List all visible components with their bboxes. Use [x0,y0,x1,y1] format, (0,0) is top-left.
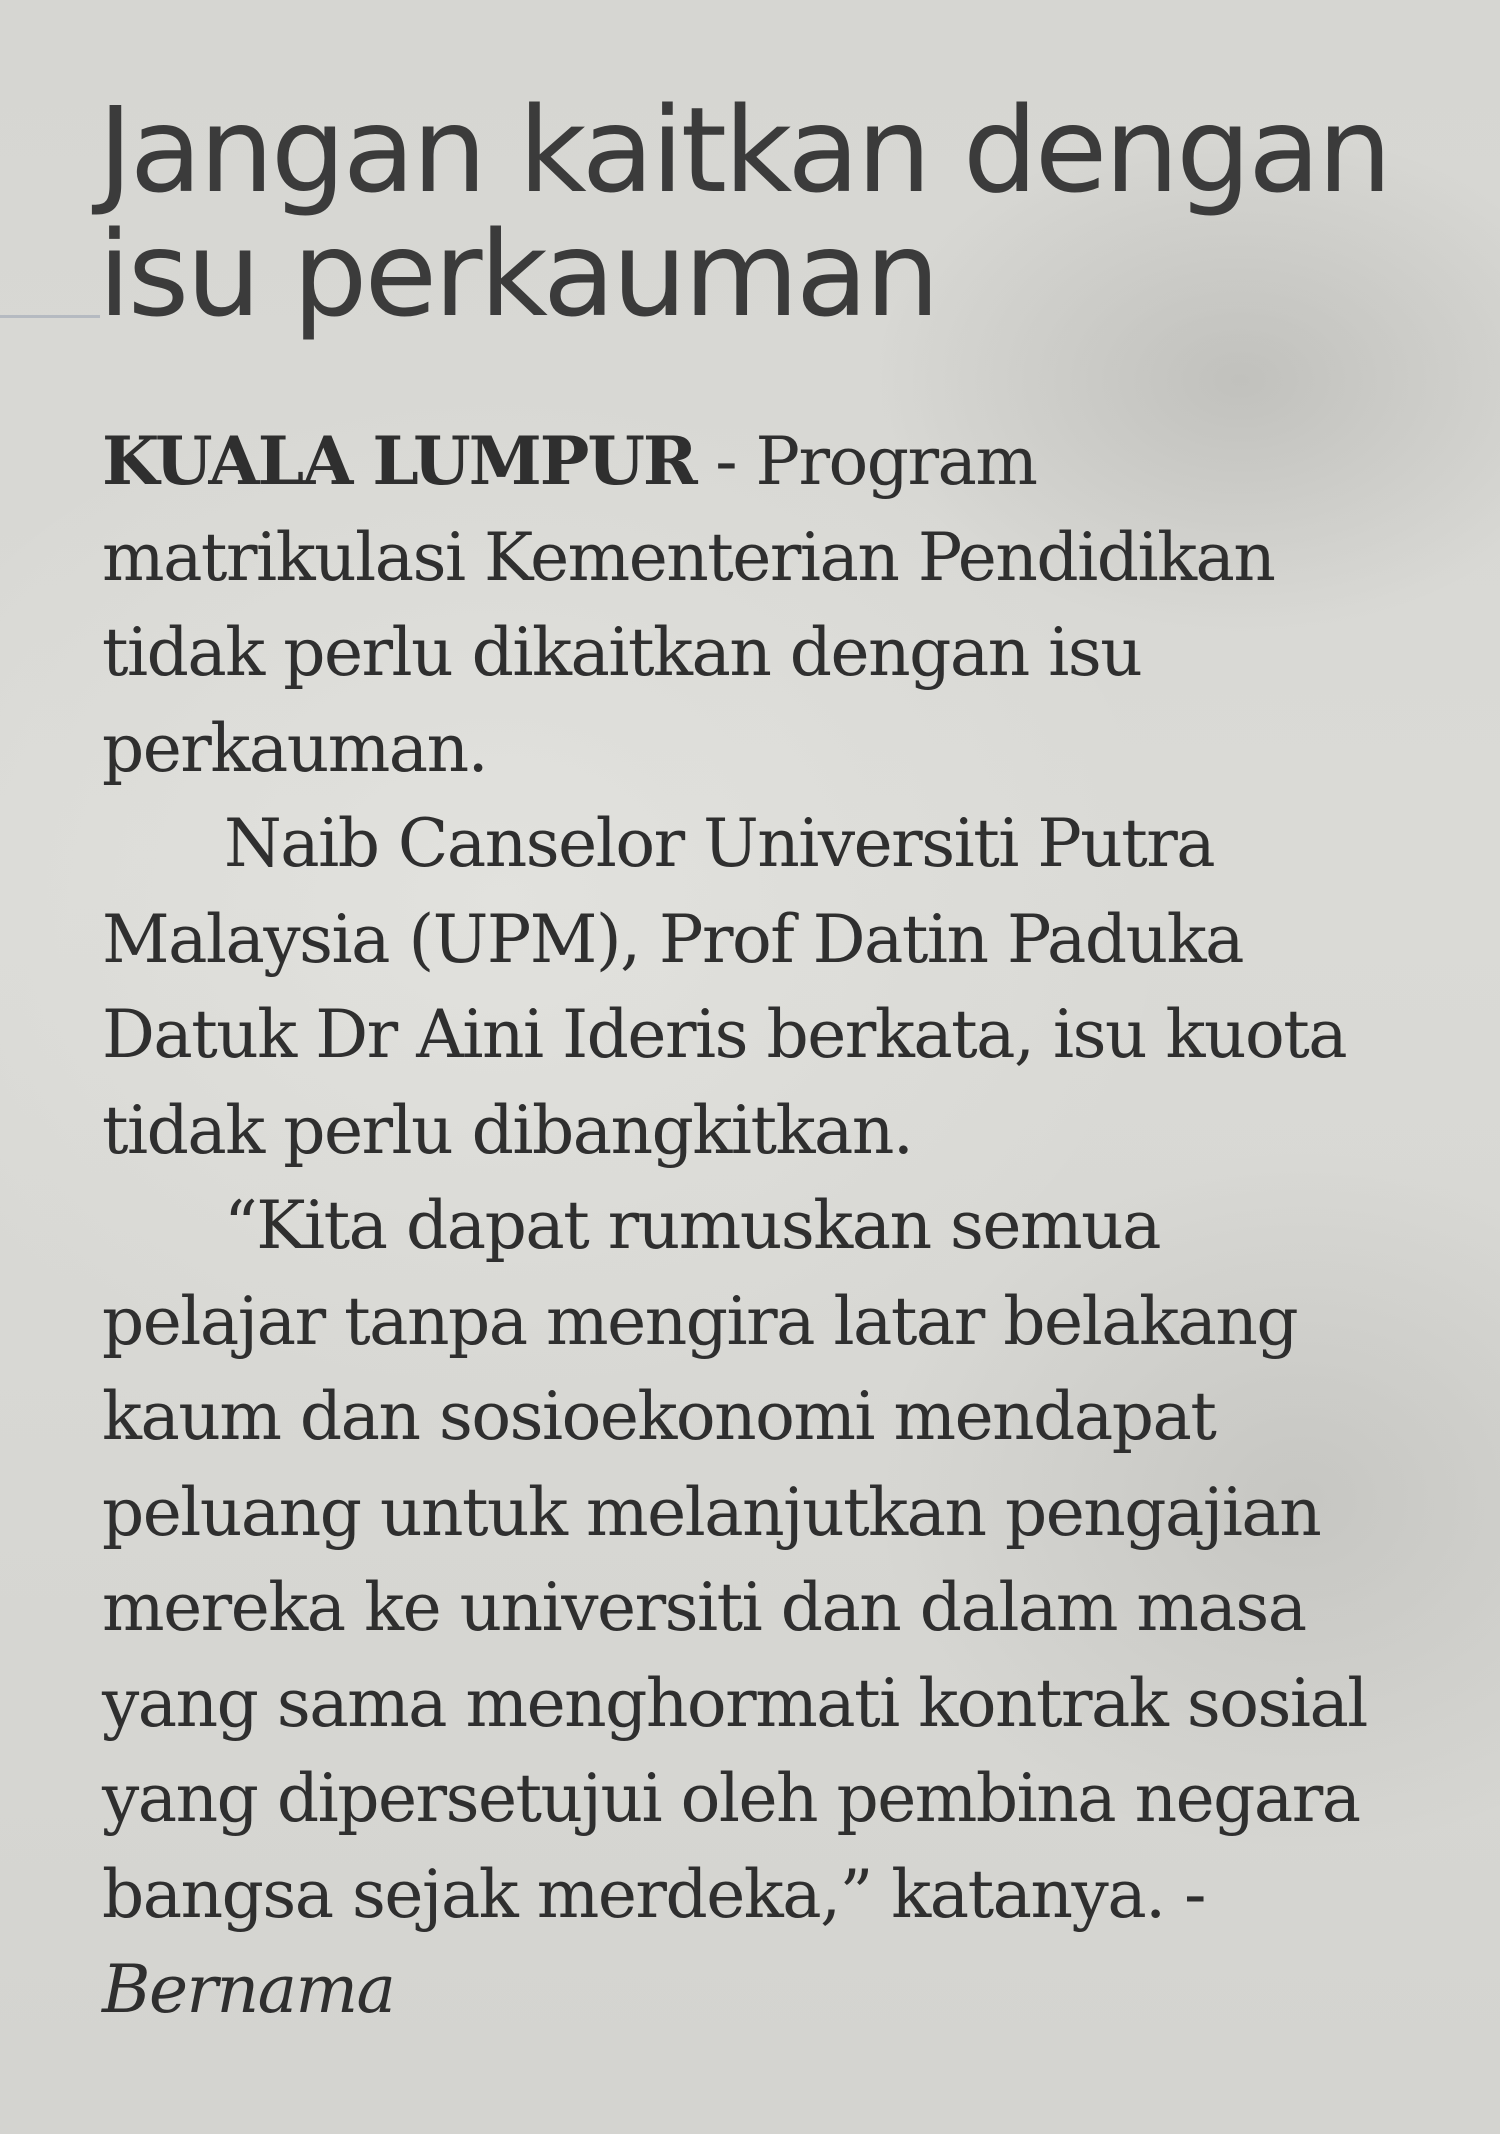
body-line: yang sama menghormati kontrak sosial [102,1664,1367,1742]
body-line: tidak perlu dikaitkan dengan isu [102,614,1142,691]
body-line: Malaysia (UPM), Prof Datin Paduka [102,900,1243,978]
body-line: Datuk Dr Aini Ideris berkata, isu kuota [102,996,1347,1073]
body-line: bangsa sejak merdeka,” katanya. - [102,1855,1205,1933]
body-line: mereka ke universiti dan dalam masa [102,1569,1306,1646]
body-line: perkauman. [102,709,488,787]
article-body [102,414,1492,2038]
body-text: - Program [695,423,1037,500]
body-line: tidak perlu dibangkitkan. [102,1091,913,1169]
body-line: yang dipersetujui oleh pembina negara [102,1760,1360,1837]
body-line: “Kita dapat rumuskan semua [224,1187,1160,1264]
body-line: peluang untuk melanjutkan pengajian [102,1473,1321,1551]
body-line: matrikulasi Kementerian Pendidikan [102,518,1275,596]
headline-line: isu perkauman [98,205,937,343]
dateline: KUALA LUMPUR [102,422,696,500]
body-line: Naib Canselor Universiti Putra [224,805,1215,882]
article-source: Bernama [102,1951,395,2028]
headline-line: Jangan kaitkan dengan [98,81,1390,219]
article-headline [98,81,1458,343]
body-line: pelajar tanpa mengira latar belakang [102,1282,1298,1360]
clipping-edge-mark [0,315,100,318]
body-line: kaum dan sosioekonomi mendapat [102,1378,1216,1455]
body-line [102,414,1492,510]
